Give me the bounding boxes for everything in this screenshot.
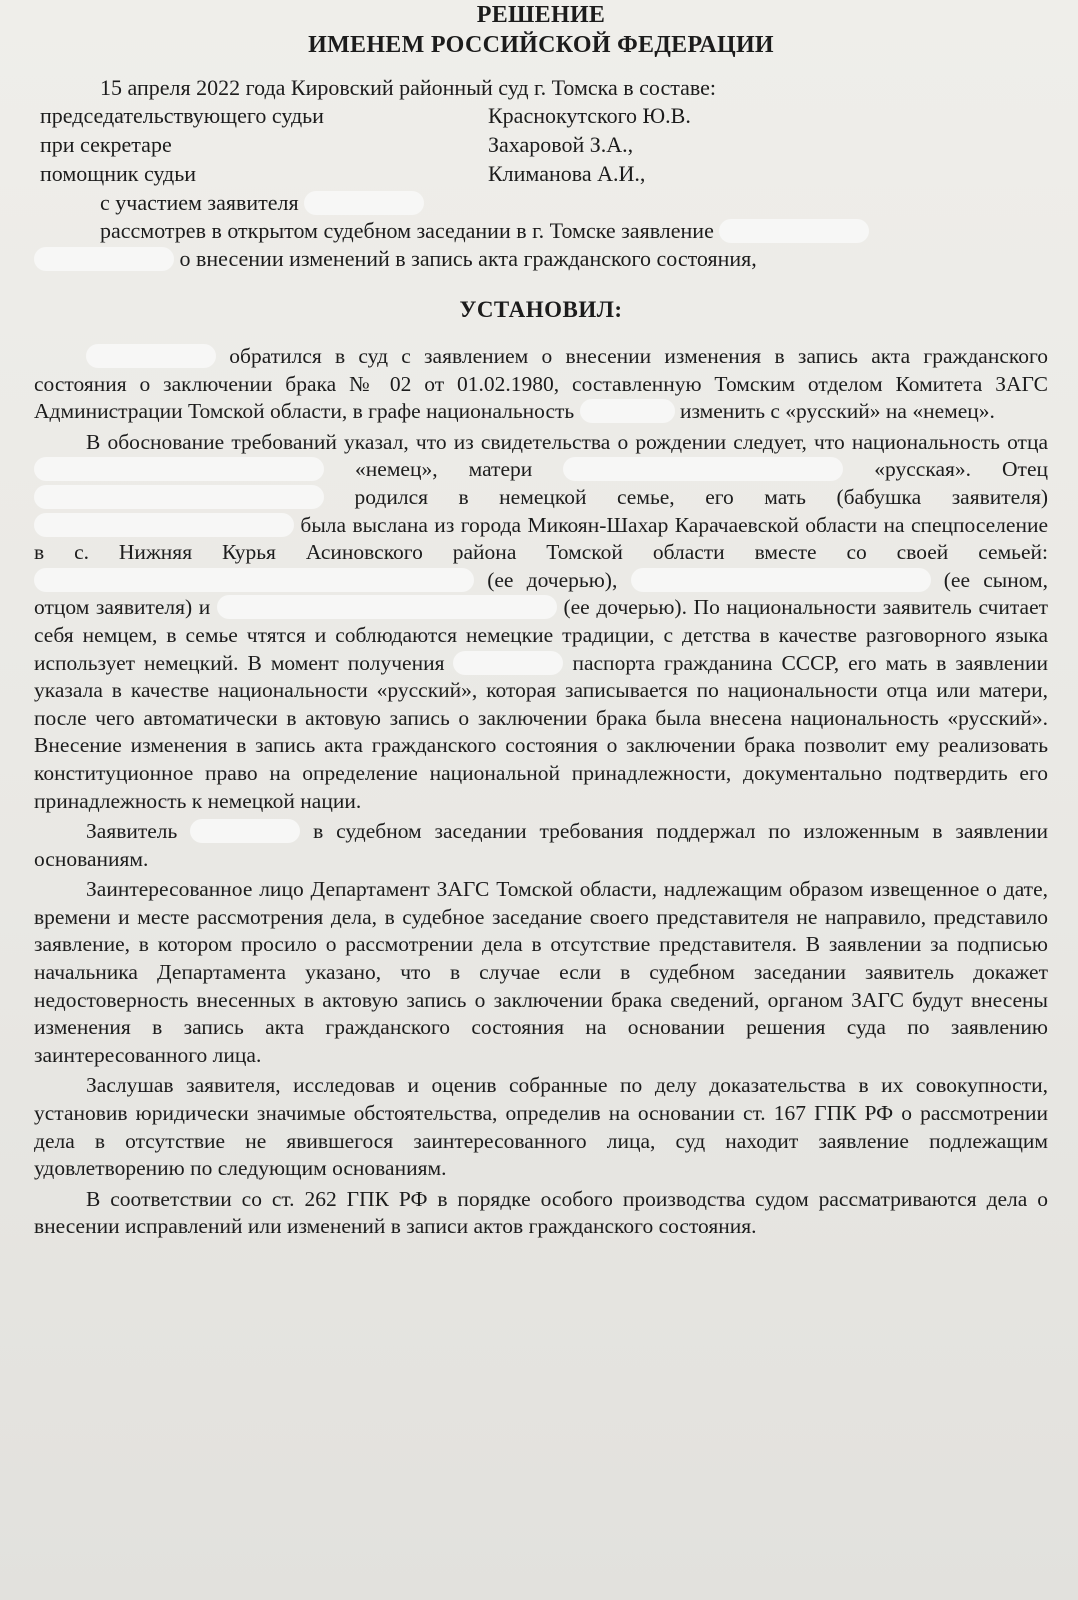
- composition-label: при секретаре: [40, 132, 172, 157]
- paragraph: В соответствии со ст. 262 ГПК РФ в порядке особого производства судом рассматриваются дела о внесении исправлений или изменений в записи актов гражданского состояния.: [34, 1186, 1048, 1239]
- intro-block: [34, 74, 1048, 273]
- paragraph-text: Заявитель: [86, 819, 178, 844]
- paragraph-text: в судебном заседании требования поддержал по изложенным в заявлении основаниям.: [34, 819, 1049, 871]
- redaction-mark: [34, 513, 294, 537]
- paragraph: [34, 429, 1048, 815]
- paragraph-text: (ее дочерью).: [563, 595, 687, 620]
- document-subtitle: ИМЕНЕМ РОССИЙСКОЙ ФЕДЕРАЦИИ: [308, 32, 774, 58]
- redaction-mark: [719, 219, 869, 243]
- considered-text: рассмотрев в открытом судебном заседании в г. Томске заявление: [100, 218, 714, 243]
- paragraph-text: В обоснование требований указал, что из свидетельства о рождении следует, что национальность отца: [86, 429, 1048, 454]
- paragraph-text: изменить с «русский» на «немец».: [679, 399, 995, 424]
- participation-text: с участием заявителя: [100, 190, 299, 215]
- redaction-mark: [217, 595, 557, 619]
- composition-label: помощник судьи: [40, 161, 197, 186]
- redaction-mark: [86, 344, 216, 368]
- paragraph-text: (ее дочерью),: [487, 567, 618, 592]
- composition-value: Краснокутского Ю.В.: [488, 103, 691, 128]
- redaction-mark: [34, 457, 324, 481]
- court-line: 15 апреля 2022 года Кировский районный суд г. Томска в составе:: [100, 75, 716, 100]
- redaction-mark: [34, 247, 174, 271]
- paragraph-text: «немец», матери: [355, 457, 533, 482]
- paragraph-text: была выслана из города Микоян-Шахар Карачаевской области на спецпоселение в с. Нижняя Курья Асиновского района Томской области вместе со своей семьей:: [34, 512, 1049, 565]
- redaction-mark: [34, 485, 324, 509]
- paragraph: Заслушав заявителя, исследовав и оценив собранные по делу доказательства в их совокупности, установив юридически значимые обстоятельства, определив на основании ст. 167 ГПК РФ о рассмотрении дела в отсутствие не явившегося заинтересованного лица, суд находит заявление подлежащим удовлетворению по следующим основаниям.: [34, 1073, 1048, 1181]
- composition-row: [34, 102, 1048, 131]
- redaction-mark: [304, 191, 424, 215]
- considered-line: [34, 217, 1048, 273]
- composition-row: [34, 160, 1048, 189]
- composition-row: [34, 131, 1048, 160]
- paragraph-text: обратился в суд с заявлением о внесении изменения в запись акта гражданского состояния о заключении брака № 02 от 01.02.1980, составленную Томским отделом Комитета ЗАГС Администрации Томской области, в графе национальность: [34, 344, 1049, 424]
- paragraph: [34, 818, 1048, 873]
- redaction-mark: [34, 568, 474, 592]
- paragraph-text: паспорта гражданина СССР, его мать в заявлении указала в качестве национальности «русский», которая записывается по национальности отца или матери, после чего автоматически в актовую запись о заключении брака была внесена национальность «русский». Внесение изменения в запись акта гражданского состояния о заключении брака позволит ему реализовать конституционное право на определение национальной принадлежности, документально подтвердить его принадлежность к немецкой нации.: [34, 650, 1048, 813]
- paragraph: Заинтересованное лицо Департамент ЗАГС Томской области, надлежащим образом извещенное о дате, времени и месте рассмотрения дела, в судебное заседание своего представителя не направило, представило заявление, в котором просило о рассмотрении дела в отсутствие представителя. В заявлении за подписью начальника Департамента указано, что в случае если в судебном заседании заявитель докажет недостоверность внесенных в актовую запись о заключении брака сведений, органом ЗАГС будут внесены изменения в запись акта гражданского состояния на основании решения суда по заявлению заинтересованного лица.: [34, 877, 1048, 1067]
- paragraph-text: «русская». Отец: [874, 457, 1048, 482]
- paragraph-text: родился в немецкой семье, его мать (бабушка заявителя): [354, 484, 1048, 509]
- composition-value: Захаровой З.А.,: [488, 132, 634, 157]
- redaction-mark: [580, 399, 675, 423]
- paragraph-text: (ее сыном, отцом заявителя) и: [34, 567, 1049, 620]
- composition-label: председательствующего судьи: [40, 103, 324, 128]
- redaction-mark: [563, 457, 843, 481]
- established-heading: УСТАНОВИЛ:: [459, 297, 623, 322]
- participation-line: [34, 189, 1048, 217]
- body-text: [34, 343, 1048, 1241]
- redaction-mark: [190, 819, 300, 843]
- paragraph-text: По национальности заявитель считает себя немцем, в семье чтятся и соблюдаются немецкие традиции, с детства в качестве разговорного языка использует немецкий. В момент получения: [34, 595, 1049, 675]
- considered-text-cont: о внесении изменений в запись акта гражданского состояния,: [179, 246, 757, 271]
- redaction-mark: [453, 651, 563, 675]
- paragraph: [34, 343, 1048, 426]
- composition-value: Климанова А.И.,: [488, 161, 646, 186]
- document-title: РЕШЕНИЕ: [476, 2, 606, 28]
- redaction-mark: [631, 568, 931, 592]
